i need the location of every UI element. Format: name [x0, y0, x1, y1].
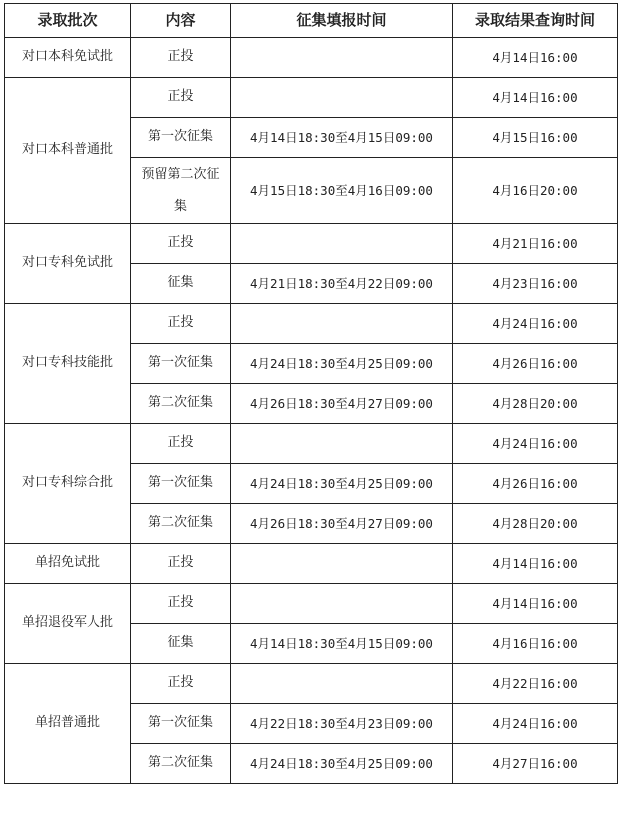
result-time-cell: 4月24日16:00 [453, 424, 618, 464]
result-time-cell: 4月14日16:00 [453, 584, 618, 624]
batch-cell: 对口本科免试批 [5, 38, 131, 78]
table-row [5, 584, 618, 624]
result-time-cell: 4月23日16:00 [453, 264, 618, 304]
table-header-row [5, 4, 618, 38]
content-cell: 正投 [131, 78, 231, 118]
fill-time-cell: 4月21日18:30至4月22日09:00 [231, 264, 453, 304]
fill-time-cell: 4月24日18:30至4月25日09:00 [231, 744, 453, 784]
table-row [5, 664, 618, 704]
header-result-time: 录取结果查询时间 [453, 4, 618, 38]
content-cell: 正投 [131, 424, 231, 464]
content-cell: 正投 [131, 544, 231, 584]
content-cell: 第二次征集 [131, 384, 231, 424]
content-cell: 征集 [131, 624, 231, 664]
fill-time-cell [231, 584, 453, 624]
fill-time-cell: 4月26日18:30至4月27日09:00 [231, 504, 453, 544]
content-cell: 正投 [131, 664, 231, 704]
content-cell: 第一次征集 [131, 344, 231, 384]
fill-time-cell: 4月15日18:30至4月16日09:00 [231, 158, 453, 224]
batch-cell: 单招免试批 [5, 544, 131, 584]
result-time-cell: 4月16日16:00 [453, 624, 618, 664]
content-cell: 第一次征集 [131, 464, 231, 504]
result-time-cell: 4月22日16:00 [453, 664, 618, 704]
batch-cell: 对口专科免试批 [5, 224, 131, 304]
content-cell: 第一次征集 [131, 704, 231, 744]
result-time-cell: 4月24日16:00 [453, 304, 618, 344]
result-time-cell: 4月21日16:00 [453, 224, 618, 264]
batch-cell: 单招退役军人批 [5, 584, 131, 664]
result-time-cell: 4月16日20:00 [453, 158, 618, 224]
table-row [5, 544, 618, 584]
table-body [5, 38, 618, 784]
result-time-cell: 4月26日16:00 [453, 344, 618, 384]
result-time-cell: 4月27日16:00 [453, 744, 618, 784]
fill-time-cell [231, 424, 453, 464]
result-time-cell: 4月24日16:00 [453, 704, 618, 744]
content-cell: 征集 [131, 264, 231, 304]
content-cell: 正投 [131, 38, 231, 78]
fill-time-cell: 4月24日18:30至4月25日09:00 [231, 464, 453, 504]
admission-schedule-table [4, 3, 618, 784]
result-time-cell: 4月14日16:00 [453, 78, 618, 118]
fill-time-cell: 4月14日18:30至4月15日09:00 [231, 118, 453, 158]
fill-time-cell [231, 78, 453, 118]
fill-time-cell [231, 664, 453, 704]
header-batch: 录取批次 [5, 4, 131, 38]
table-row [5, 304, 618, 344]
batch-cell: 对口本科普通批 [5, 78, 131, 224]
fill-time-cell [231, 38, 453, 78]
result-time-cell: 4月28日20:00 [453, 384, 618, 424]
table-row [5, 424, 618, 464]
fill-time-cell: 4月26日18:30至4月27日09:00 [231, 384, 453, 424]
table-row [5, 224, 618, 264]
header-content: 内容 [131, 4, 231, 38]
table-row [5, 38, 618, 78]
batch-cell: 对口专科综合批 [5, 424, 131, 544]
fill-time-cell: 4月14日18:30至4月15日09:00 [231, 624, 453, 664]
batch-cell: 对口专科技能批 [5, 304, 131, 424]
content-cell: 正投 [131, 304, 231, 344]
header-fill-time: 征集填报时间 [231, 4, 453, 38]
fill-time-cell [231, 304, 453, 344]
fill-time-cell: 4月22日18:30至4月23日09:00 [231, 704, 453, 744]
fill-time-cell [231, 224, 453, 264]
result-time-cell: 4月14日16:00 [453, 38, 618, 78]
content-cell: 第二次征集 [131, 744, 231, 784]
content-cell: 第二次征集 [131, 504, 231, 544]
fill-time-cell: 4月24日18:30至4月25日09:00 [231, 344, 453, 384]
content-cell: 正投 [131, 584, 231, 624]
content-cell: 预留第二次征集 [131, 158, 231, 224]
fill-time-cell [231, 544, 453, 584]
content-cell: 第一次征集 [131, 118, 231, 158]
table-row [5, 78, 618, 118]
result-time-cell: 4月28日20:00 [453, 504, 618, 544]
batch-cell: 单招普通批 [5, 664, 131, 784]
result-time-cell: 4月26日16:00 [453, 464, 618, 504]
content-cell: 正投 [131, 224, 231, 264]
result-time-cell: 4月15日16:00 [453, 118, 618, 158]
result-time-cell: 4月14日16:00 [453, 544, 618, 584]
